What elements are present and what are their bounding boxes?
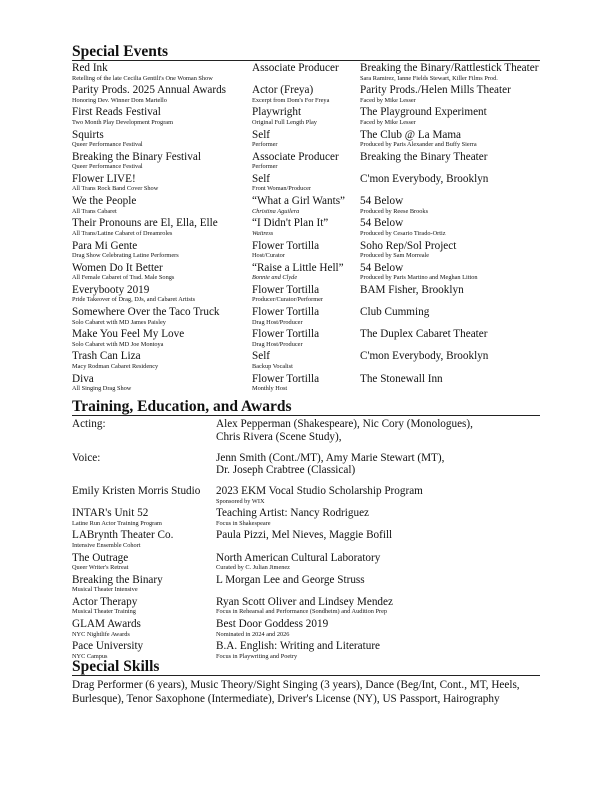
training-label: Actor Therapy [72,595,138,608]
event-venue-cell [360,350,560,363]
event-name: Flower LIVE! [72,172,136,185]
training-detail: Paula Pizzi, Mel Nieves, Maggie Bofill [216,529,393,542]
training-label-note: NYC Campus [72,652,108,660]
event-role-note: Drag Host/Producer [252,340,303,348]
event-name-note: All Trans Rock Band Cover Show [72,185,159,193]
event-role-cell [252,217,360,238]
training-label: LABrynth Theater Co. [72,529,174,542]
event-venue-cell [360,328,560,341]
event-venue-cell [360,62,560,83]
event-venue-cell [360,151,560,164]
event-name-cell [72,84,252,105]
event-role: Flower Tortilla [252,283,320,296]
event-name-note: Solo Cabaret with MD Joe Montoya [72,340,164,348]
training-detail-cell [216,452,540,477]
training-detail: Best Door Goddess 2019 [216,618,329,631]
event-name: We the People [72,195,137,208]
event-role-note: Host/Curator [252,252,285,259]
event-role: “I Didn't Plan It” [252,217,329,230]
training-label-cell [72,418,216,431]
training-label-cell [72,452,216,465]
training-row [72,529,540,551]
skills-section [72,659,540,706]
event-role: Flower Tortilla [252,372,320,385]
training-label-note: Intensive Ensemble Cohort [72,541,141,549]
event-name-cell [72,240,252,261]
training-row [72,618,540,640]
training-label-cell [72,485,216,498]
event-row [72,217,540,239]
training-label-cell [72,596,216,617]
event-name: Para Mi Gente [72,239,138,252]
event-name-note: Drag Show Celebrating Latine Performers [72,252,179,259]
event-role: Self [252,350,271,363]
event-role-cell [252,151,360,172]
event-role-note: Backup Vocalist [252,362,293,370]
event-name: Their Pronouns are El, Ella, Elle [72,217,218,230]
event-name: Make You Feel My Love [72,328,185,341]
event-role-note: Original Full Length Play [252,118,317,126]
training-detail-cell [216,418,540,443]
training-detail-cell [216,485,540,506]
event-role-note: Performer [252,141,278,149]
event-row [72,284,540,306]
event-venue-note: Produced by Paris Martino and Meghan Litton [360,274,478,282]
training-detail: Alex Pepperman (Shakespeare), Nic Cory (Monologues), [216,418,473,430]
training-detail-cell [216,640,540,661]
event-name-note: All Trans Cabaret [72,207,117,215]
training-label-note: Musical Theater Training [72,608,136,616]
event-name-note: Two Month Play Development Program [72,118,173,126]
training-detail: Jenn Smith (Cont./MT), Amy Marie Stewart (MT), [216,451,445,464]
event-name-note: Pride Takeover of Drag, DJs, and Cabaret Artists [72,296,196,304]
event-venue-cell [360,129,560,150]
event-venue: 54 Below [360,195,404,208]
event-venue-cell [360,217,560,238]
event-name-note: Queer Performance Festival [72,141,143,149]
event-venue-note: Faced by Mike Lesser [360,118,416,126]
event-name-cell [72,284,252,305]
event-role-note: Monthly Host [252,385,288,393]
event-name-cell [72,173,252,194]
event-name-cell [72,350,252,371]
event-role-cell [252,373,360,394]
event-venue-cell [360,284,560,297]
event-row [72,306,540,328]
event-venue-cell [360,373,560,386]
event-venue: C'mon Everybody, Brooklyn [360,350,489,363]
event-role-note: Waitress [252,229,274,237]
event-row [72,106,540,128]
event-venue-cell [360,262,560,283]
event-venue: Parity Prods./Helen Mills Theater [360,84,511,97]
training-heading: Training, Education, and Awards [72,399,540,416]
event-row [72,62,540,84]
event-venue-note: Produced by Cesario Tirado-Ortiz [360,229,446,237]
event-name-cell [72,62,252,83]
event-venue: The Club @ La Mama [360,128,462,141]
event-role: Self [252,128,271,141]
training-detail: L Morgan Lee and George Struss [216,573,365,586]
event-name-cell [72,151,252,172]
event-role-cell [252,106,360,127]
event-role: “What a Girl Wants” [252,195,346,208]
event-venue-cell [360,106,560,127]
event-venue-note: Sara Ramirez, Ianne Fields Stewart, Killer Films Prod. [360,74,498,82]
event-venue: 54 Below [360,261,404,274]
event-venue: The Duplex Cabaret Theater [360,328,488,341]
event-name-note: Retelling of the late Cecilia Gentili's One Woman Show [72,74,213,82]
event-name-note: Queer Performance Festival [72,163,143,171]
event-role-cell [252,173,360,194]
event-role-cell [252,129,360,150]
event-role: “Raise a Little Hell” [252,261,344,274]
skills-heading: Special Skills [72,659,540,676]
training-detail-note: Sponsored by WIX [216,497,265,505]
event-row [72,84,540,106]
training-detail-note: Focus in Playwriting and Poetry [216,652,298,660]
event-name-cell [72,195,252,216]
event-row [72,240,540,262]
event-role: Associate Producer [252,62,339,74]
event-name: Somewhere Over the Taco Truck [72,306,220,319]
event-name-cell [72,373,252,394]
event-venue: C'mon Everybody, Brooklyn [360,172,489,185]
training-detail-cell [216,574,540,587]
training-label: Breaking the Binary [72,573,163,586]
special-events-section [72,44,540,395]
event-venue: Soho Rep/Sol Project [360,239,457,252]
event-row [72,373,540,395]
training-detail-note: Focus in Shakespeare [216,519,271,527]
training-row [72,596,540,618]
event-name: Everybooty 2019 [72,283,150,296]
training-row [72,418,540,452]
event-name: Squirts [72,128,104,141]
training-detail: North American Cultural Laboratory [216,551,381,564]
training-row [72,574,540,596]
training-label-cell [72,574,216,595]
events-list [72,62,540,395]
event-name-cell [72,262,252,283]
training-label: Acting: [72,418,106,430]
training-row [72,452,540,486]
event-name-cell [72,328,252,349]
event-role-note: Front Woman/Producer [252,185,312,193]
training-list [72,418,540,663]
training-detail-line2: Dr. Joseph Crabtree (Classical) [216,464,356,476]
event-name-cell [72,106,252,127]
training-label: Emily Kristen Morris Studio [72,485,201,497]
training-label: The Outrage [72,551,129,564]
training-detail-note: Curated by C. Julian Jimenez [216,564,290,572]
training-label-note: Latine Run Actor Training Program [72,519,162,527]
event-role-note: Excerpt from Dom's For Freya [252,96,330,104]
training-detail: B.A. English: Writing and Literature [216,640,381,653]
event-role-cell [252,350,360,371]
event-role-note: Drag Host/Producer [252,318,303,326]
training-label-note: Queer Writer's Retreat [72,564,129,572]
training-section [72,399,540,663]
event-venue-cell [360,195,560,216]
event-role: Flower Tortilla [252,306,320,319]
event-role-note: Producer/Curator/Performer [252,296,323,304]
training-label-cell [72,529,216,550]
event-name: Parity Prods. 2025 Annual Awards [72,84,227,97]
event-row [72,173,540,195]
event-name-cell [72,129,252,150]
training-label-cell [72,618,216,639]
event-role: Flower Tortilla [252,328,320,341]
event-venue-note: Produced by Paris Alexander and Buffy Sierra [360,141,477,149]
event-row [72,151,540,173]
event-venue-note: Produced by Sam Morreale [360,252,430,259]
training-detail-cell [216,507,540,528]
event-venue-note: Faced by Mike Lesser [360,96,416,104]
training-detail: Ryan Scott Oliver and Lindsey Mendez [216,595,393,608]
event-name: First Reads Festival [72,106,161,119]
event-name: Breaking the Binary Festival [72,150,201,163]
event-role-cell [252,328,360,349]
event-role: Self [252,172,271,185]
training-label: GLAM Awards [72,618,141,631]
event-name-note: All Trans/Latine Cabaret of Dreamroles [72,229,173,237]
event-venue: The Stonewall Inn [360,372,443,385]
training-label: Pace University [72,640,144,653]
event-name: Red Ink [72,62,108,74]
event-venue-cell [360,240,560,261]
event-name-note: Macy Rodman Cabaret Residency [72,362,159,370]
training-label: INTAR's Unit 52 [72,507,149,520]
training-label-cell [72,552,216,573]
training-row [72,552,540,574]
event-row [72,195,540,217]
training-label-cell [72,507,216,528]
event-name-note: Honoring Dev. Winner Dom Martello [72,96,167,104]
event-name-note: Solo Cabaret with MD James Paisley [72,318,166,326]
training-detail-cell [216,596,540,617]
special-events-heading: Special Events [72,44,540,61]
event-role-cell [252,262,360,283]
event-venue-cell [360,84,560,105]
event-role: Flower Tortilla [252,239,320,252]
event-venue: The Playground Experiment [360,106,487,119]
training-detail: Teaching Artist: Nancy Rodriguez [216,507,370,520]
event-name: Women Do It Better [72,261,163,274]
event-role: Actor (Freya) [252,84,314,97]
training-label: Voice: [72,451,101,464]
event-role-cell [252,62,360,75]
training-label-note: Musical Theater Intensive [72,586,138,594]
event-row [72,129,540,151]
event-name-note: All Female Cabaret of Trad. Male Songs [72,274,175,282]
event-venue: Club Cumming [360,306,430,319]
training-detail-cell [216,529,540,542]
event-venue: Breaking the Binary/Rattlestick Theater [360,62,539,74]
event-row [72,262,540,284]
event-venue: 54 Below [360,217,404,230]
training-detail-cell [216,552,540,573]
event-role-cell [252,284,360,305]
event-name: Trash Can Liza [72,350,141,363]
training-detail-cell [216,618,540,639]
resume-page [72,43,540,705]
training-row [72,507,540,529]
event-venue-cell [360,173,560,186]
event-role-cell [252,306,360,327]
event-role-cell [252,240,360,261]
training-detail: 2023 EKM Vocal Studio Scholarship Program [216,485,423,497]
event-venue-cell [360,306,560,319]
event-name-note: All Singing Drag Show [72,385,132,393]
event-role: Playwright [252,106,302,119]
event-venue-note: Produced by Reese Brooks [360,207,429,215]
event-row [72,350,540,372]
event-role: Associate Producer [252,150,339,163]
event-venue: BAM Fisher, Brooklyn [360,283,464,296]
event-name: Diva [72,372,94,385]
event-role-note: Bonnie and Clyde [252,274,298,282]
event-name-cell [72,306,252,327]
event-name-cell [72,217,252,238]
training-detail-note: Focus in Rehearsal and Performance (Sondheim) and Audition Prep [216,608,388,616]
event-row [72,328,540,350]
event-role-note: Christina Aguilera [252,207,300,215]
event-role-cell [252,84,360,105]
training-label-note: NYC Nightlife Awards [72,630,130,638]
event-role-note: Performer [252,163,278,171]
training-row [72,485,540,507]
event-role-cell [252,195,360,216]
skills-text: Drag Performer (6 years), Music Theory/Sight Singing (3 years), Dance (Beg/Int, Cont., MT, Heels, Burlesque), Tenor Saxophone (Intermediate), Driver's License (NY), US Passport, Hairography [72,679,520,705]
training-detail-note: Nominated in 2024 and 2026 [216,630,290,638]
event-venue: Breaking the Binary Theater [360,150,488,163]
training-detail-line2: Chris Rivera (Scene Study), [216,430,342,443]
